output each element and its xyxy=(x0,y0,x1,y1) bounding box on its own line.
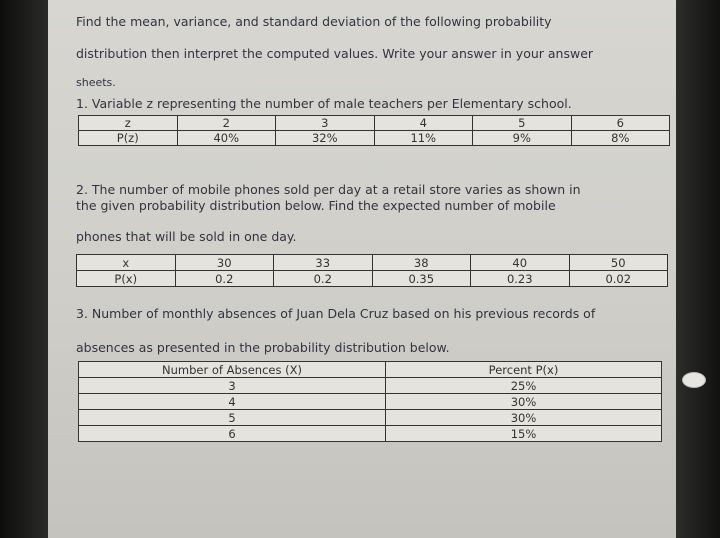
table-cell: 50 xyxy=(569,255,668,271)
table-row xyxy=(79,394,662,410)
table-cell: 4 xyxy=(374,116,473,131)
table-cell: 30 xyxy=(175,255,274,271)
table-cell: 3 xyxy=(276,116,375,131)
table-row xyxy=(79,410,662,426)
q2-header-p: P(x) xyxy=(77,271,176,287)
table-row xyxy=(77,271,668,287)
table-row xyxy=(79,378,662,394)
table-cell: 4 xyxy=(79,394,386,410)
table-cell: 33 xyxy=(274,255,373,271)
paper-smudge xyxy=(682,372,706,388)
q2-table xyxy=(76,254,668,287)
q3-table xyxy=(78,361,662,442)
q2-line-1: 2. The number of mobile phones sold per day at a retail store varies as shown in xyxy=(76,182,581,197)
table-cell: 15% xyxy=(386,426,662,442)
table-cell: 25% xyxy=(386,378,662,394)
intro-line-3: sheets. xyxy=(76,76,116,89)
table-row xyxy=(77,255,668,271)
intro-line-2: distribution then interpret the computed values. Write your answer in your answer xyxy=(76,46,594,61)
table-row xyxy=(79,131,670,146)
table-cell: 3 xyxy=(79,378,386,394)
table-cell: 0.2 xyxy=(274,271,373,287)
table-cell: 32% xyxy=(276,131,375,146)
q2-header-x: x xyxy=(77,255,176,271)
table-cell: 9% xyxy=(473,131,572,146)
intro-line-1: Find the mean, variance, and standard deviation of the following probability xyxy=(76,14,552,29)
q1-header-x: z xyxy=(79,116,178,131)
q3-col2-header: Percent P(x) xyxy=(386,362,662,378)
table-cell: 0.2 xyxy=(175,271,274,287)
table-cell: 0.02 xyxy=(569,271,668,287)
table-cell: 5 xyxy=(473,116,572,131)
photo-right-edge xyxy=(676,0,720,538)
table-cell: 2 xyxy=(177,116,276,131)
q1-title: 1. Variable z representing the number of male teachers per Elementary school. xyxy=(76,96,572,111)
q2-line-2: the given probability distribution below. Find the expected number of mobile xyxy=(76,198,556,213)
table-cell: 5 xyxy=(79,410,386,426)
table-cell: 38 xyxy=(372,255,471,271)
table-cell: 11% xyxy=(374,131,473,146)
table-cell: 30% xyxy=(386,394,662,410)
table-row xyxy=(79,116,670,131)
q2-line-3: phones that will be sold in one day. xyxy=(76,229,297,244)
q1-header-p: P(z) xyxy=(79,131,178,146)
table-cell: 40% xyxy=(177,131,276,146)
table-row xyxy=(79,362,662,378)
table-cell: 6 xyxy=(571,116,670,131)
worksheet-page xyxy=(48,0,676,538)
table-cell: 8% xyxy=(571,131,670,146)
table-cell: 0.23 xyxy=(471,271,570,287)
q3-line-1: 3. Number of monthly absences of Juan Dela Cruz based on his previous records of xyxy=(76,306,596,321)
q1-table xyxy=(78,115,670,146)
photo-left-edge xyxy=(0,0,48,538)
table-cell: 30% xyxy=(386,410,662,426)
table-row xyxy=(79,426,662,442)
q3-line-2: absences as presented in the probability distribution below. xyxy=(76,340,450,355)
table-cell: 0.35 xyxy=(372,271,471,287)
q3-col1-header: Number of Absences (X) xyxy=(79,362,386,378)
table-cell: 40 xyxy=(471,255,570,271)
table-cell: 6 xyxy=(79,426,386,442)
